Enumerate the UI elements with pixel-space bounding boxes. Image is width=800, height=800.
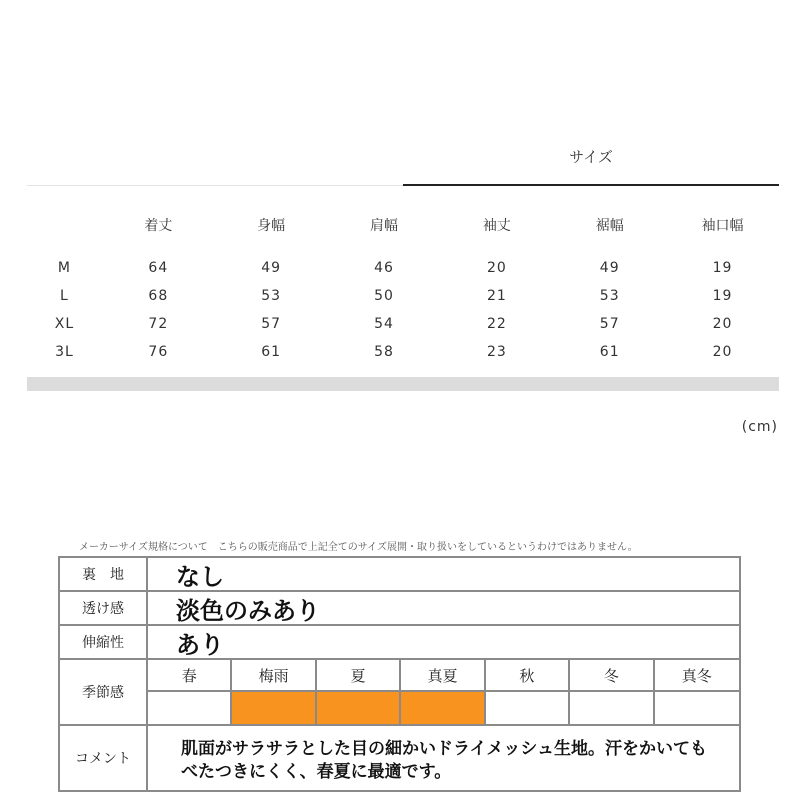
column-header: 袖丈 xyxy=(482,218,511,234)
season-name: 春 xyxy=(148,660,232,692)
season-indicator xyxy=(401,692,485,724)
table-row xyxy=(27,282,779,310)
spec-label: 透け感 xyxy=(60,592,148,624)
table-cell: 68 xyxy=(148,288,169,304)
table-cell: 46 xyxy=(374,260,394,276)
season-grid xyxy=(148,660,739,724)
table-cell: 76 xyxy=(148,344,169,360)
comment-text: 肌面がサラサラとした目の細かいドライメッシュ生地。汗をかいてもべたつきにくく、春夏に最適です。 xyxy=(181,739,707,782)
season-name: 真夏 xyxy=(401,660,485,692)
spec-row-comment xyxy=(60,726,739,790)
table-cell: 54 xyxy=(374,316,394,332)
table-bottom-bar xyxy=(27,377,779,391)
season-indicator xyxy=(655,692,739,724)
season-name: 夏 xyxy=(317,660,401,692)
spec-value: 淡色のみあり xyxy=(176,596,320,625)
size-label: M xyxy=(57,260,71,276)
table-cell: 23 xyxy=(486,344,507,360)
table-cell: 57 xyxy=(599,316,620,332)
spec-row-stretch xyxy=(60,626,739,660)
table-cell: 20 xyxy=(712,316,733,332)
spec-value: あり xyxy=(176,630,224,659)
table-cell: 53 xyxy=(599,288,620,304)
table-cell: 58 xyxy=(374,344,394,360)
size-label: XL xyxy=(54,316,75,332)
table-cell: 53 xyxy=(261,288,282,304)
column-header: 袖口幅 xyxy=(701,218,744,234)
spec-label: 裏 地 xyxy=(60,558,148,590)
season-indicator xyxy=(486,692,570,724)
size-tab[interactable]: サイズ xyxy=(569,148,613,166)
season-indicator xyxy=(148,692,232,724)
table-row xyxy=(27,254,779,282)
table-cell: 49 xyxy=(261,260,282,276)
season-indicator xyxy=(232,692,316,724)
spec-row-sheer xyxy=(60,592,739,626)
spec-row-lining xyxy=(60,558,739,592)
column-header: 裾幅 xyxy=(595,218,624,234)
season-name: 冬 xyxy=(570,660,654,692)
tab-divider xyxy=(27,185,403,186)
table-row xyxy=(27,310,779,338)
unit-label: (cm) xyxy=(741,419,778,435)
table-cell: 72 xyxy=(148,316,169,332)
table-cell: 20 xyxy=(486,260,507,276)
table-cell: 57 xyxy=(261,316,282,332)
size-header-empty xyxy=(27,210,102,240)
table-cell: 21 xyxy=(486,288,507,304)
active-tab-underline xyxy=(403,184,779,186)
table-cell: 64 xyxy=(148,260,169,276)
table-cell: 49 xyxy=(599,260,620,276)
column-header: 肩幅 xyxy=(370,218,399,234)
table-cell: 61 xyxy=(599,344,620,360)
column-header: 着丈 xyxy=(144,218,173,234)
table-cell: 20 xyxy=(712,344,733,360)
season-indicator xyxy=(317,692,401,724)
table-cell: 61 xyxy=(261,344,282,360)
spec-label: 季節感 xyxy=(60,660,148,724)
season-name: 秋 xyxy=(486,660,570,692)
season-name: 真冬 xyxy=(655,660,739,692)
size-label: 3L xyxy=(55,344,74,360)
spec-label: 伸縮性 xyxy=(60,626,148,658)
spec-table xyxy=(58,556,741,792)
size-label: L xyxy=(60,288,69,304)
table-row xyxy=(27,338,779,366)
size-table-header-row xyxy=(27,210,779,240)
table-cell: 50 xyxy=(374,288,394,304)
season-indicator xyxy=(570,692,654,724)
table-cell: 22 xyxy=(486,316,507,332)
season-name: 梅雨 xyxy=(232,660,316,692)
spec-value: なし xyxy=(176,562,224,591)
column-header: 身幅 xyxy=(257,218,286,234)
spec-row-season xyxy=(60,660,739,726)
size-table xyxy=(27,210,779,366)
table-cell: 19 xyxy=(712,288,733,304)
spec-label: コメント xyxy=(60,726,148,790)
size-disclaimer: メーカーサイズ規格について こちらの販売商品で上記全てのサイズ展開・取り扱いをしているというわけではありません。 xyxy=(79,542,638,553)
table-cell: 19 xyxy=(712,260,733,276)
